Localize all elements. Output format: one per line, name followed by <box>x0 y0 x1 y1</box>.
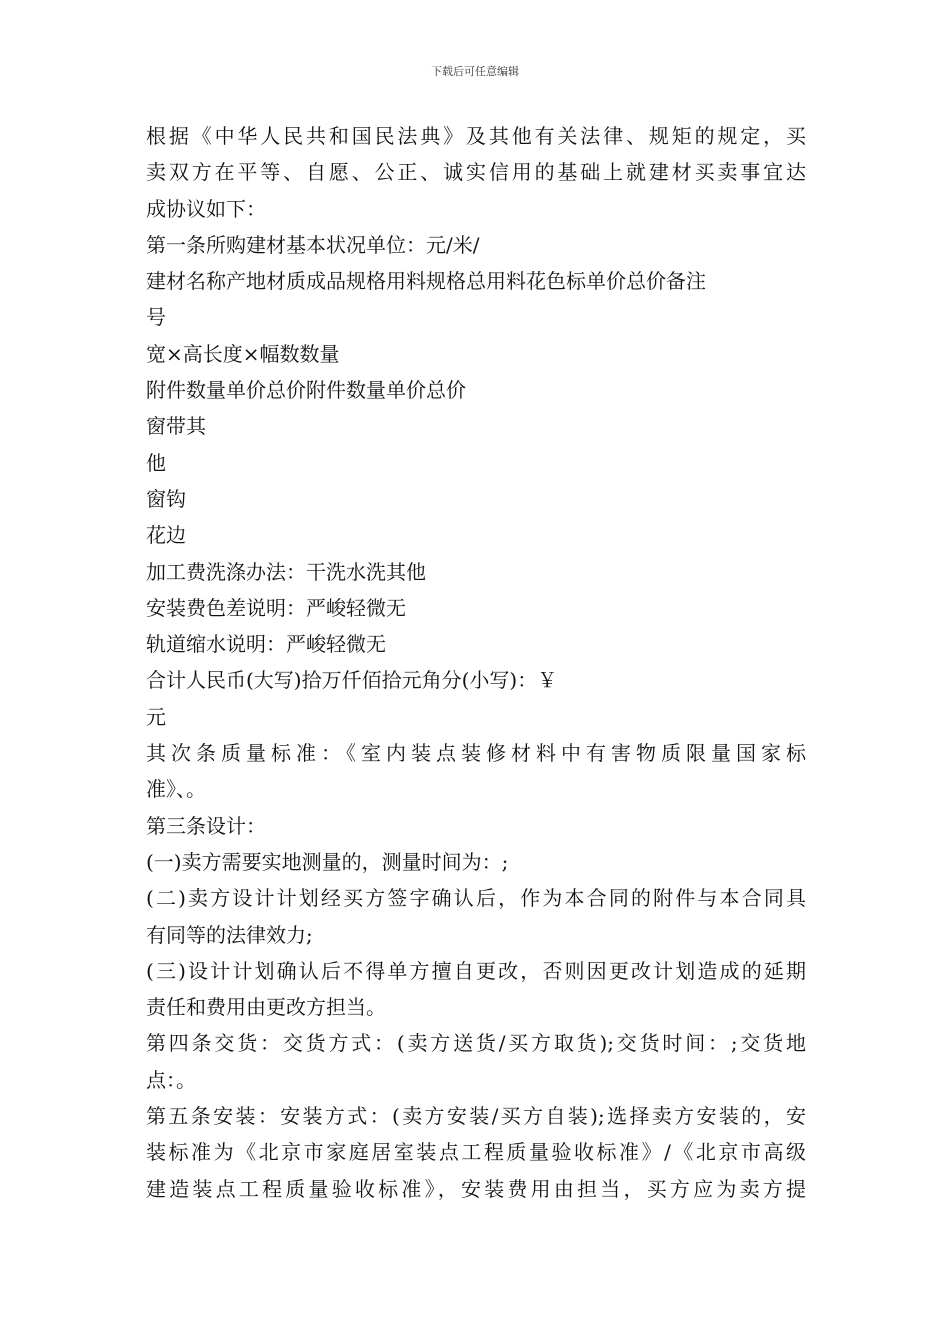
paragraph-line: 合计人民币(大写)拾万仟佰拾元角分(小写)：￥ <box>146 668 558 693</box>
paragraph-line: (一)卖方需要实地测量的，测量时间为：; <box>146 849 509 874</box>
paragraph-line: (二)卖方设计计划经买方签字确认后，作为本合同的附件与本合同具 <box>146 886 806 911</box>
paragraph-line: 责任和费用由更改方担当。 <box>146 995 386 1020</box>
paragraph-line: 有同等的法律效力; <box>146 922 313 947</box>
paragraph-line: 第三条设计： <box>146 813 266 838</box>
paragraph-line: 安装费色差说明：严峻轻微无 <box>146 595 406 620</box>
paragraph-line: 他 <box>146 450 166 475</box>
paragraph-line: 成协议如下： <box>146 196 266 221</box>
paragraph-line: 窗带其 <box>146 414 206 439</box>
paragraph-line: 附件数量单价总价附件数量单价总价 <box>146 378 466 403</box>
paragraph-line: 建造装点工程质量验收标准》，安装费用由担当，买方应为卖方提 <box>146 1176 806 1201</box>
paragraph-line: 根据《中华人民共和国民法典》及其他有关法律、规矩的规定，买 <box>146 124 806 148</box>
paragraph-line: 元 <box>146 704 166 729</box>
page-header-note: 下载后可任意编辑 <box>431 65 519 78</box>
paragraph-line: 其次条质量标准：《室内装点装修材料中有害物质限量国家标 <box>146 741 806 766</box>
paragraph-line: 建材名称产地材质成品规格用料规格总用料花色标单价总价备注 <box>146 269 706 294</box>
paragraph-line: 窗钩 <box>146 486 186 511</box>
paragraph-line: 宽×高长度×幅数数量 <box>146 341 340 366</box>
paragraph-line: 加工费洗涤办法：干洗水洗其他 <box>146 559 426 584</box>
paragraph-line: (三)设计计划确认后不得单方擅自更改，否则因更改计划造成的延期 <box>146 958 806 983</box>
paragraph-line: 第五条安装：安装方式：(卖方安装/买方自装);选择卖方安装的，安 <box>146 1104 806 1129</box>
paragraph-line: 第四条交货：交货方式：(卖方送货/买方取货);交货时间：;交货地 <box>146 1031 806 1056</box>
paragraph-line: 点：。 <box>146 1067 196 1092</box>
paragraph-line: 卖双方在平等、自愿、公正、诚实信用的基础上就建材买卖事宜达 <box>146 160 806 185</box>
paragraph-line: 花边 <box>146 523 186 548</box>
paragraph-line: 第一条所购建材基本状况单位：元/米/ <box>146 232 480 257</box>
document-body <box>146 118 806 1207</box>
paragraph-line: 号 <box>146 305 166 330</box>
paragraph-line: 装标准为《北京市家庭居室装点工程质量验收标准》/《北京市高级 <box>146 1140 806 1165</box>
paragraph-line: 轨道缩水说明：严峻轻微无 <box>146 632 386 657</box>
paragraph-line: 准》、。 <box>146 777 206 802</box>
